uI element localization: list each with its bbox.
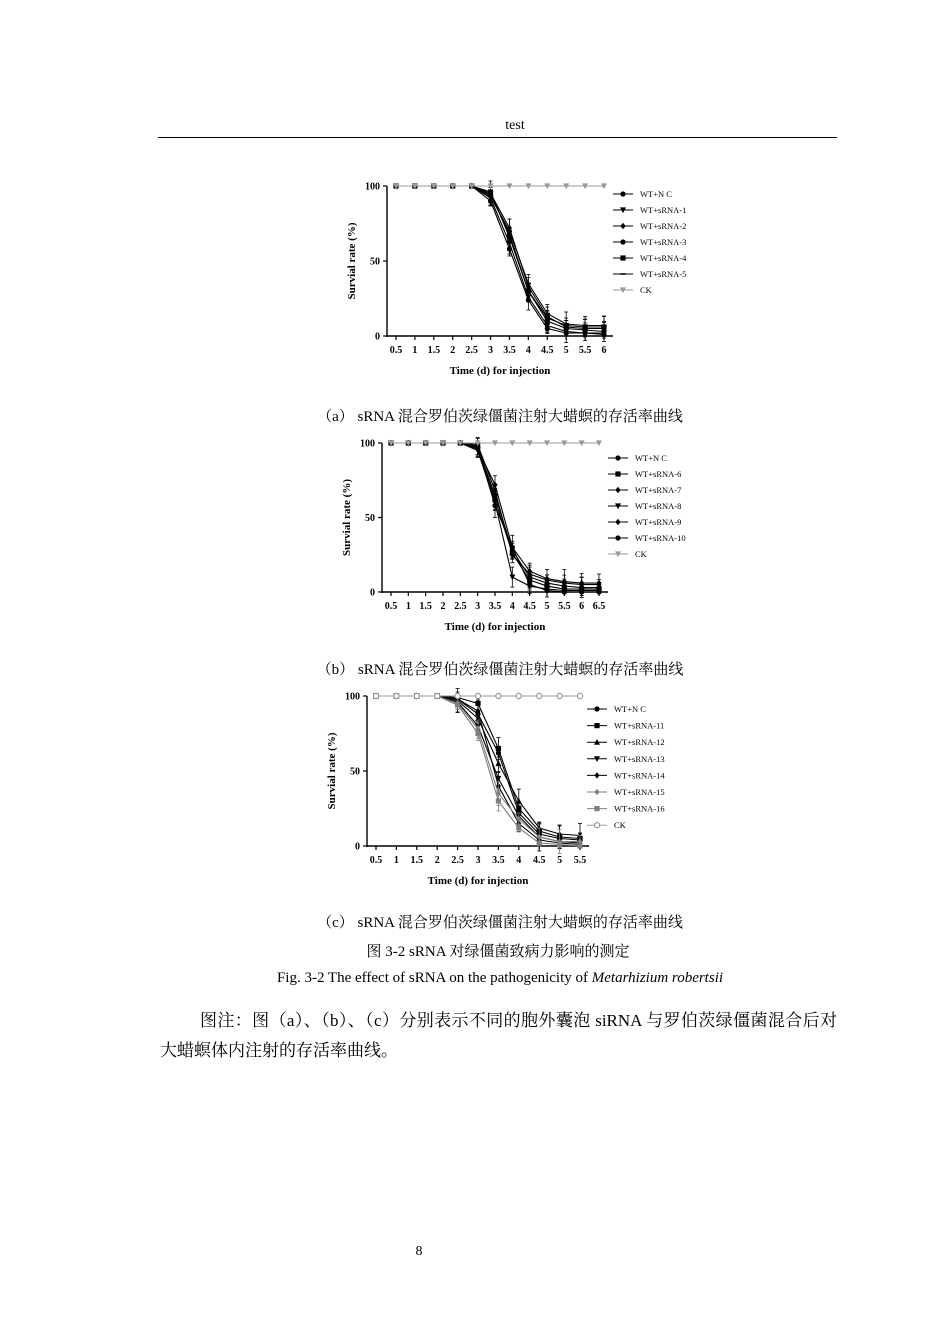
legend-marker: [594, 823, 599, 828]
page-number: 8: [415, 1244, 423, 1259]
x-tick-label: 1: [412, 345, 418, 356]
x-tick-label: 4.5: [523, 601, 536, 612]
x-tick-label: 1.5: [427, 345, 441, 356]
x-tick-label: 2.5: [451, 855, 464, 866]
x-tick-label: 6: [601, 345, 607, 356]
series-line: [396, 186, 604, 327]
legend-marker: [594, 723, 599, 728]
x-tick-label: 3: [475, 601, 481, 612]
x-tick-label: 5: [563, 345, 569, 356]
x-tick-label: 5.5: [578, 345, 592, 356]
data-point: [496, 746, 501, 751]
legend-label: WT+sRNA-14: [614, 770, 665, 781]
legend-marker: [620, 191, 625, 196]
legend-marker: [615, 455, 620, 460]
legend-label: WT+N C: [614, 704, 646, 714]
legend-marker: [620, 255, 625, 260]
legend-label: WT+sRNA-13: [614, 753, 665, 764]
legend-label: WT+sRNA-4: [640, 253, 687, 263]
x-tick-label: 0.5: [384, 601, 398, 612]
series-8: [373, 693, 582, 698]
x-tick-label: 4: [509, 601, 515, 612]
data-point: [557, 693, 562, 698]
series-7: [388, 440, 602, 446]
series-7: [393, 183, 607, 189]
legend-label: WT+sRNA-5: [640, 269, 687, 279]
data-point: [537, 693, 542, 698]
legend-label: WT+sRNA-8: [635, 501, 682, 511]
x-tick-label: 5.5: [573, 855, 587, 866]
series-2: [393, 183, 607, 342]
y-tick-label: 0: [355, 841, 360, 853]
legend-marker: [594, 789, 599, 795]
data-point: [507, 246, 512, 251]
data-point: [577, 843, 582, 848]
data-point: [527, 582, 532, 587]
x-tick-label: 3: [488, 345, 494, 356]
x-tick-label: 0.5: [389, 345, 403, 356]
legend-marker: [615, 487, 620, 493]
legend-marker: [594, 806, 599, 811]
data-point: [510, 545, 515, 550]
legend-label: WT+sRNA-10: [635, 533, 686, 543]
legend-label: WT+sRNA-16: [614, 803, 665, 814]
x-tick-label: 0.5: [369, 855, 383, 866]
series-line: [396, 186, 604, 326]
legend-label: WT+sRNA-1: [640, 205, 687, 215]
x-tick-label: 2: [434, 855, 440, 866]
data-point: [496, 798, 501, 803]
legend-label: WT+sRNA-12: [614, 737, 665, 748]
series-6: [388, 438, 601, 594]
y-axis-title: Survial rate (%): [326, 732, 338, 810]
x-tick-label: 2: [440, 601, 446, 612]
series-4: [393, 183, 606, 337]
legend-label: WT+sRNA-9: [635, 517, 682, 527]
data-point: [414, 693, 419, 698]
data-point: [537, 840, 542, 845]
figure-caption-zh: 图 3-2 sRNA 对绿僵菌致病力影响的测定: [366, 944, 630, 960]
legend-marker: [620, 223, 625, 229]
data-point: [557, 842, 562, 847]
data-point: [544, 588, 549, 593]
legend-label: WT+N C: [635, 453, 667, 463]
page-header: test: [505, 118, 525, 133]
x-tick-label: 1: [405, 601, 411, 612]
data-point: [455, 702, 460, 707]
y-axis-title: Survial rate (%): [341, 479, 353, 556]
chart-b-survival-curve: [330, 432, 710, 637]
x-tick-label: 5: [557, 855, 563, 866]
y-tick-label: 50: [350, 766, 360, 778]
figure-caption-species: Metarhizium robertsii: [591, 970, 724, 986]
x-tick-label: 4: [525, 345, 531, 356]
series-line: [396, 186, 604, 333]
chart-c-caption: （c） sRNA 混合罗伯茨绿僵菌注射大蜡螟的存活率曲线: [317, 915, 683, 931]
y-tick-label: 100: [345, 691, 360, 703]
chart-a-caption: （a） sRNA 混合罗伯茨绿僵菌注射大蜡螟的存活率曲线: [317, 409, 683, 425]
data-point: [596, 589, 601, 594]
data-point: [373, 693, 378, 698]
x-tick-label: 2.5: [454, 601, 467, 612]
x-tick-label: 3: [475, 855, 481, 866]
data-point: [475, 693, 480, 698]
x-tick-label: 3.5: [492, 855, 505, 866]
y-tick-label: 50: [370, 256, 380, 268]
legend-label: WT+sRNA-6: [635, 469, 682, 479]
legend-marker: [620, 239, 625, 244]
legend-label: WT+sRNA-15: [614, 787, 665, 797]
legend-label: WT+sRNA-7: [635, 485, 682, 495]
x-tick-label: 6: [579, 601, 585, 612]
data-point: [496, 693, 501, 698]
series-5: [373, 693, 582, 851]
y-tick-label: 50: [365, 513, 375, 524]
legend-label: CK: [635, 549, 647, 559]
x-tick-label: 4.5: [541, 345, 554, 356]
legend-label: WT+sRNA-2: [640, 221, 687, 231]
chart-b-caption: （b） sRNA 混合罗伯茨绿僵菌注射大蜡螟的存活率曲线: [316, 662, 684, 678]
x-tick-label: 5: [544, 601, 550, 612]
y-tick-label: 100: [365, 181, 380, 193]
data-point: [394, 693, 399, 698]
figure-caption-en-text: Fig. 3-2 The effect of sRNA on the pathogenicity of: [276, 970, 592, 986]
legend-marker: [594, 772, 599, 778]
header-rule: [158, 137, 837, 138]
legend-marker: [594, 706, 599, 711]
y-tick-label: 0: [375, 331, 380, 343]
x-tick-label: 1: [393, 855, 399, 866]
data-point: [495, 760, 501, 766]
x-tick-label: 3.5: [503, 345, 516, 356]
data-point: [509, 575, 515, 581]
legend-label: CK: [640, 285, 652, 295]
x-tick-label: 2.5: [465, 345, 478, 356]
x-tick-label: 5.5: [558, 601, 571, 612]
x-tick-label: 3.5: [488, 601, 502, 612]
data-point: [516, 825, 521, 830]
chart-a-survival-curve: [330, 175, 710, 380]
data-point: [579, 589, 584, 594]
series-2: [388, 440, 601, 597]
data-point: [492, 503, 497, 508]
data-point: [455, 693, 460, 698]
x-tick-label: 4.5: [532, 855, 546, 866]
data-point: [562, 589, 567, 594]
legend-label: WT+sRNA-11: [614, 720, 665, 731]
legend-marker: [615, 535, 620, 540]
x-axis-title: Time (d) for injection: [449, 365, 551, 377]
data-point: [516, 693, 521, 698]
legend-marker: [615, 471, 620, 476]
x-axis-title: Time (d) for injection: [444, 621, 546, 633]
legend-label: WT+N C: [640, 189, 672, 199]
figure-note: 图注：图（a）、（b）、（c）分别表示不同的胞外囊泡 siRNA 与罗伯茨绿僵菌混合后对大蜡螟体内注射的存活率曲线。: [160, 1011, 837, 1060]
y-tick-label: 100: [360, 438, 375, 450]
legend-label: CK: [614, 820, 626, 831]
legend-label: WT+sRNA-3: [640, 237, 687, 247]
data-point: [475, 731, 480, 736]
series-1: [393, 183, 606, 341]
series-3: [393, 183, 606, 341]
x-tick-label: 1.5: [410, 855, 424, 866]
y-axis-title: Survial rate (%): [346, 222, 358, 300]
figure-caption-en: [0, 970, 950, 987]
series-line: [396, 186, 604, 335]
series-5: [393, 181, 606, 338]
series-line: [396, 186, 604, 329]
y-tick-label: 0: [370, 587, 375, 599]
series-line: [396, 186, 604, 332]
chart-c-survival-curve: [315, 686, 695, 891]
x-axis-title: Time (d) for injection: [427, 875, 529, 887]
x-tick-label: 4: [516, 855, 522, 866]
data-point: [577, 693, 582, 698]
legend-marker: [615, 519, 620, 525]
series-6: [393, 186, 606, 336]
x-tick-label: 2: [450, 345, 456, 356]
x-tick-label: 6.5: [592, 601, 606, 612]
data-point: [435, 693, 440, 698]
x-tick-label: 1.5: [419, 601, 432, 612]
